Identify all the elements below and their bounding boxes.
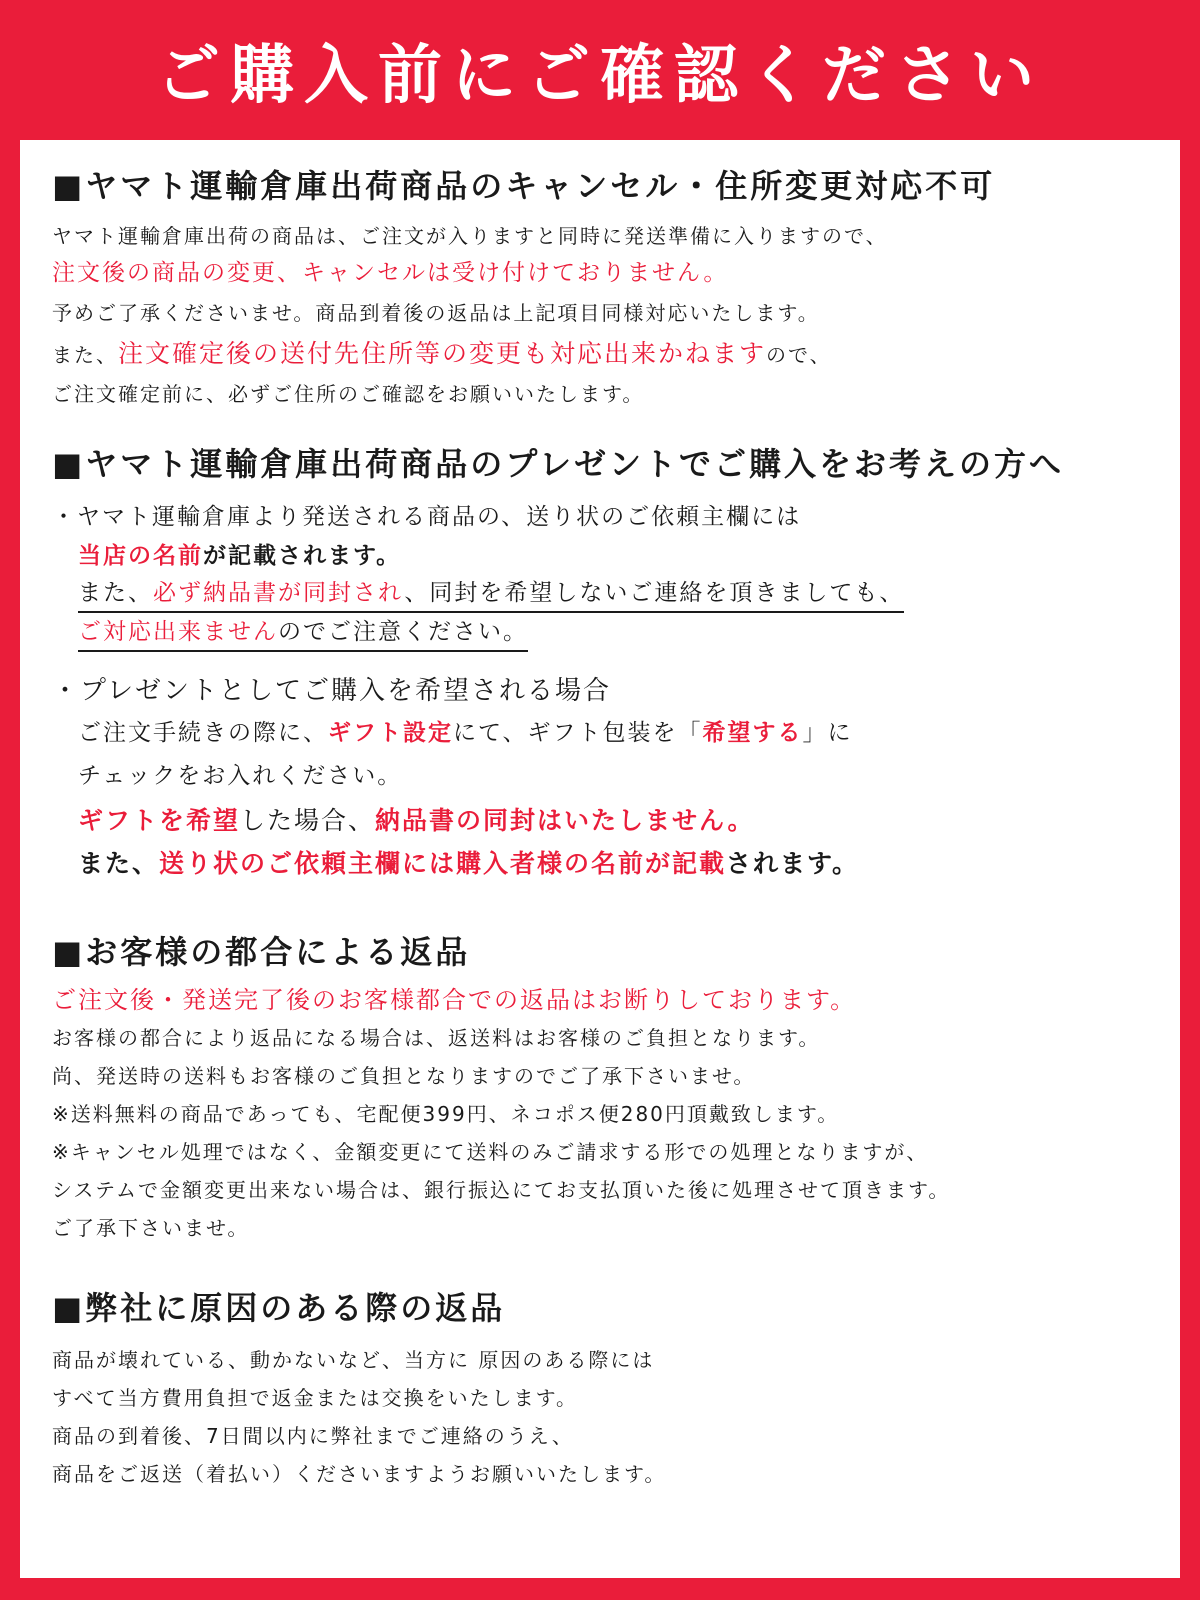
text-line: ご注文確定前に、必ずご住所のご確認をお願いいたします。 (52, 382, 645, 406)
text-line (52, 341, 1160, 366)
text-run: また、 (78, 849, 160, 878)
text-line (52, 851, 1160, 876)
text-line: ヤマト運輸倉庫出荷の商品は、ご注文が入りますと同時に発送準備に入りますので、 (52, 224, 888, 248)
header-banner (0, 0, 1200, 140)
underlined-text (78, 621, 528, 652)
warning-run: 送り状のご依頼主欄には購入者様の名前が記載 (159, 849, 727, 878)
text-run: した場合、 (240, 806, 376, 835)
warning-run: ギフトを希望 (78, 806, 241, 835)
text-line: 商品をご返送（着払い）くださいますようお願いいたします。 (52, 1462, 667, 1486)
text-line (52, 808, 1160, 833)
text-run: ので、 (766, 343, 832, 367)
text-line (52, 621, 1160, 652)
section-heading: ■ヤマト運輸倉庫出荷商品のプレゼントでご購入をお考えの方へ (52, 445, 1064, 483)
text-line (52, 545, 1160, 568)
text-line (52, 582, 1160, 613)
text-run: ご注文手続きの際に、 (78, 720, 328, 746)
text-run: のでご注意ください。 (278, 619, 528, 645)
warning-run: 希望する (702, 720, 803, 746)
warning-line: ご注文後・発送完了後のお客様都合での返品はお断りしております。 (52, 986, 857, 1014)
text-run: 」に (802, 720, 853, 746)
warning-run: 当店の名前 (78, 543, 203, 569)
section-gift (52, 445, 1160, 878)
underlined-text (78, 582, 904, 613)
section-company-fault-return (52, 1289, 1160, 1486)
content-panel (20, 140, 1180, 1578)
warning-run: 納品書の同封はいたしません。 (375, 806, 755, 835)
section-cancel-address (52, 167, 1160, 406)
text-line (52, 722, 1160, 745)
text-run: にて、ギフト包装を「 (453, 720, 703, 746)
text-line: ※キャンセル処理ではなく、金額変更にて送料のみご請求する形での処理となりますが、 (52, 1140, 929, 1164)
warning-run: ご対応出来ません (78, 619, 278, 645)
text-line: ・ヤマト運輸倉庫より発送される商品の、送り状のご依頼主欄には (52, 504, 802, 530)
warning-run: 注文確定後の送付先住所等の変更も対応出来かねます (118, 339, 767, 368)
page-title: ご購入前にご確認ください (156, 39, 1044, 113)
text-line: ・プレゼントとしてご購入を希望される場合 (52, 676, 611, 706)
text-run: が記載されます。 (203, 543, 402, 569)
section-customer-return (52, 933, 1160, 1240)
text-line: 商品の到着後、7日間以内に弊社までご連絡のうえ、 (52, 1424, 574, 1448)
text-line: チェックをお入れください。 (78, 763, 403, 789)
section-heading: ■弊社に原因のある際の返品 (52, 1289, 506, 1327)
text-line: 尚、発送時の送料もお客様のご負担となりますのでご了承下さいませ。 (52, 1064, 756, 1088)
text-run: また、 (52, 343, 118, 367)
text-run: また、 (78, 580, 153, 606)
warning-line: 注文後の商品の変更、キャンセルは受け付けておりません。 (52, 260, 729, 286)
warning-run: 必ず納品書が同封され (153, 580, 405, 606)
text-line: システムで金額変更出来ない場合は、銀行振込にてお支払頂いた後に処理させて頂きます。 (52, 1178, 951, 1202)
text-line: ※送料無料の商品であっても、宅配便399円、ネコポス便280円頂戴致します。 (52, 1102, 840, 1126)
text-run: 、同封を希望しないご連絡を頂きましても、 (404, 580, 905, 606)
text-line: お客様の都合により返品になる場合は、返送料はお客様のご負担となります。 (52, 1026, 821, 1050)
warning-run: ギフト設定 (328, 720, 453, 746)
text-line: すべて当方費用負担で返金または交換をいたします。 (52, 1386, 578, 1410)
text-line: ご了承下さいませ。 (52, 1216, 250, 1240)
section-heading: ■ヤマト運輸倉庫出荷商品のキャンセル・住所変更対応不可 (52, 167, 996, 205)
text-run: されます。 (726, 849, 860, 878)
text-line: 予めご了承くださいませ。商品到着後の返品は上記項目同様対応いたします。 (52, 301, 820, 325)
section-heading: ■お客様の都合による返品 (52, 933, 471, 971)
text-line: 商品が壊れている、動かないなど、当方に 原因のある際には (52, 1348, 655, 1372)
